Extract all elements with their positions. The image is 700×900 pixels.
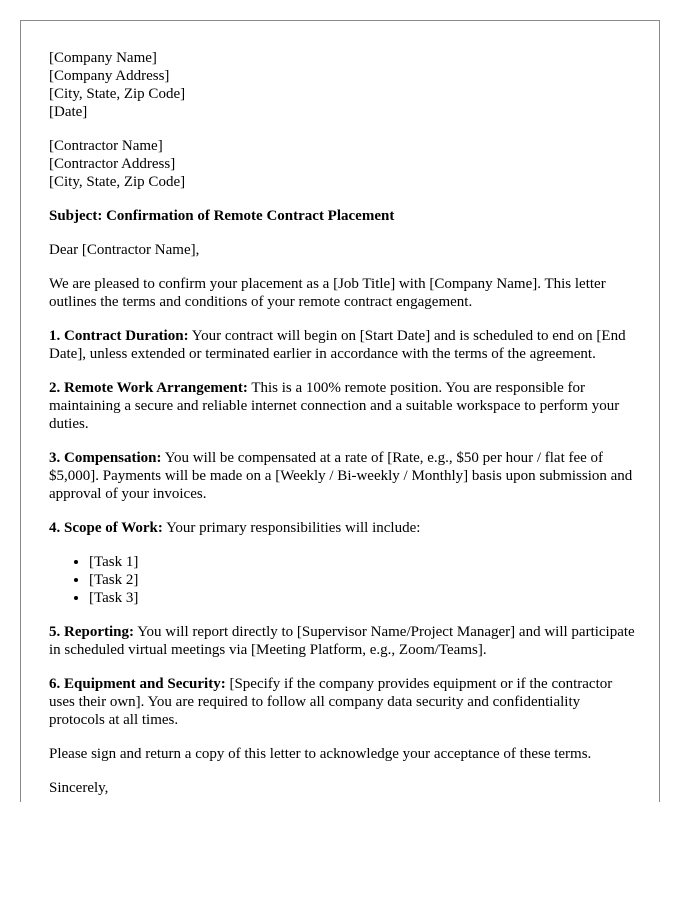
- task-list: [49, 553, 639, 607]
- section-reporting: [49, 623, 639, 659]
- section-text: [Specify if the company provides equipment or if the contractor uses their own]. You are required to follow all company data security and confidentiality protocols at all times.: [49, 676, 613, 728]
- section-compensation: [49, 449, 639, 503]
- salutation: Dear [Contractor Name],: [49, 242, 200, 258]
- section-heading: 4. Scope of Work:: [49, 520, 163, 536]
- recipient-block: [49, 137, 639, 191]
- contractor-city-state-zip: [City, State, Zip Code]: [49, 174, 186, 190]
- section-heading: 1. Contract Duration:: [49, 328, 189, 344]
- section-equipment-security: [49, 675, 639, 729]
- sender-block: [49, 49, 639, 121]
- section-heading: 2. Remote Work Arrangement:: [49, 380, 248, 396]
- section-heading: 6. Equipment and Security:: [49, 676, 226, 692]
- contractor-name: [Contractor Name]: [49, 138, 163, 154]
- section-text: Your contract will begin on [Start Date] and is scheduled to end on [End Date], unless extended or terminated earlier in accordance with the terms of the agreement.: [49, 328, 626, 362]
- letter-content: [49, 49, 639, 802]
- company-city-state-zip: [City, State, Zip Code]: [49, 86, 186, 102]
- letter-page: [20, 20, 660, 802]
- section-remote-work: [49, 379, 639, 433]
- section-scope-of-work: [49, 519, 639, 537]
- company-name: [Company Name]: [49, 50, 157, 66]
- contractor-address: [Contractor Address]: [49, 156, 176, 172]
- list-item: • [Task 1]: [89, 553, 639, 571]
- list-item: • [Task 2]: [89, 571, 639, 589]
- section-text: You will be compensated at a rate of [Rate, e.g., $50 per hour / flat fee of $5,000]. Payments will be made on a [Weekly / Bi-weekly / Monthly] basis upon submission and approval of your invoices.: [49, 450, 633, 502]
- section-contract-duration: [49, 327, 639, 363]
- section-heading: 5. Reporting:: [49, 624, 134, 640]
- section-text: This is a 100% remote position. You are responsible for maintaining a secure and reliable internet connection and a suitable workspace to perform your duties.: [49, 380, 620, 432]
- company-address: [Company Address]: [49, 68, 170, 84]
- letter-date: [Date]: [49, 104, 88, 120]
- subject-line: Subject: Confirmation of Remote Contract Placement: [49, 208, 395, 224]
- closing-request: Please sign and return a copy of this letter to acknowledge your acceptance of these terms.: [49, 746, 592, 762]
- intro-paragraph: We are pleased to confirm your placement as a [Job Title] with [Company Name]. This letter outlines the terms and conditions of your remote contract engagement.: [49, 276, 606, 310]
- section-text: You will report directly to [Supervisor Name/Project Manager] and will participate in scheduled virtual meetings via [Meeting Platform, e.g., Zoom/Teams].: [49, 624, 635, 658]
- section-heading: 3. Compensation:: [49, 450, 162, 466]
- sign-off: Sincerely,: [49, 780, 109, 796]
- list-item: • [Task 3]: [89, 589, 639, 607]
- section-text: Your primary responsibilities will include:: [162, 520, 421, 536]
